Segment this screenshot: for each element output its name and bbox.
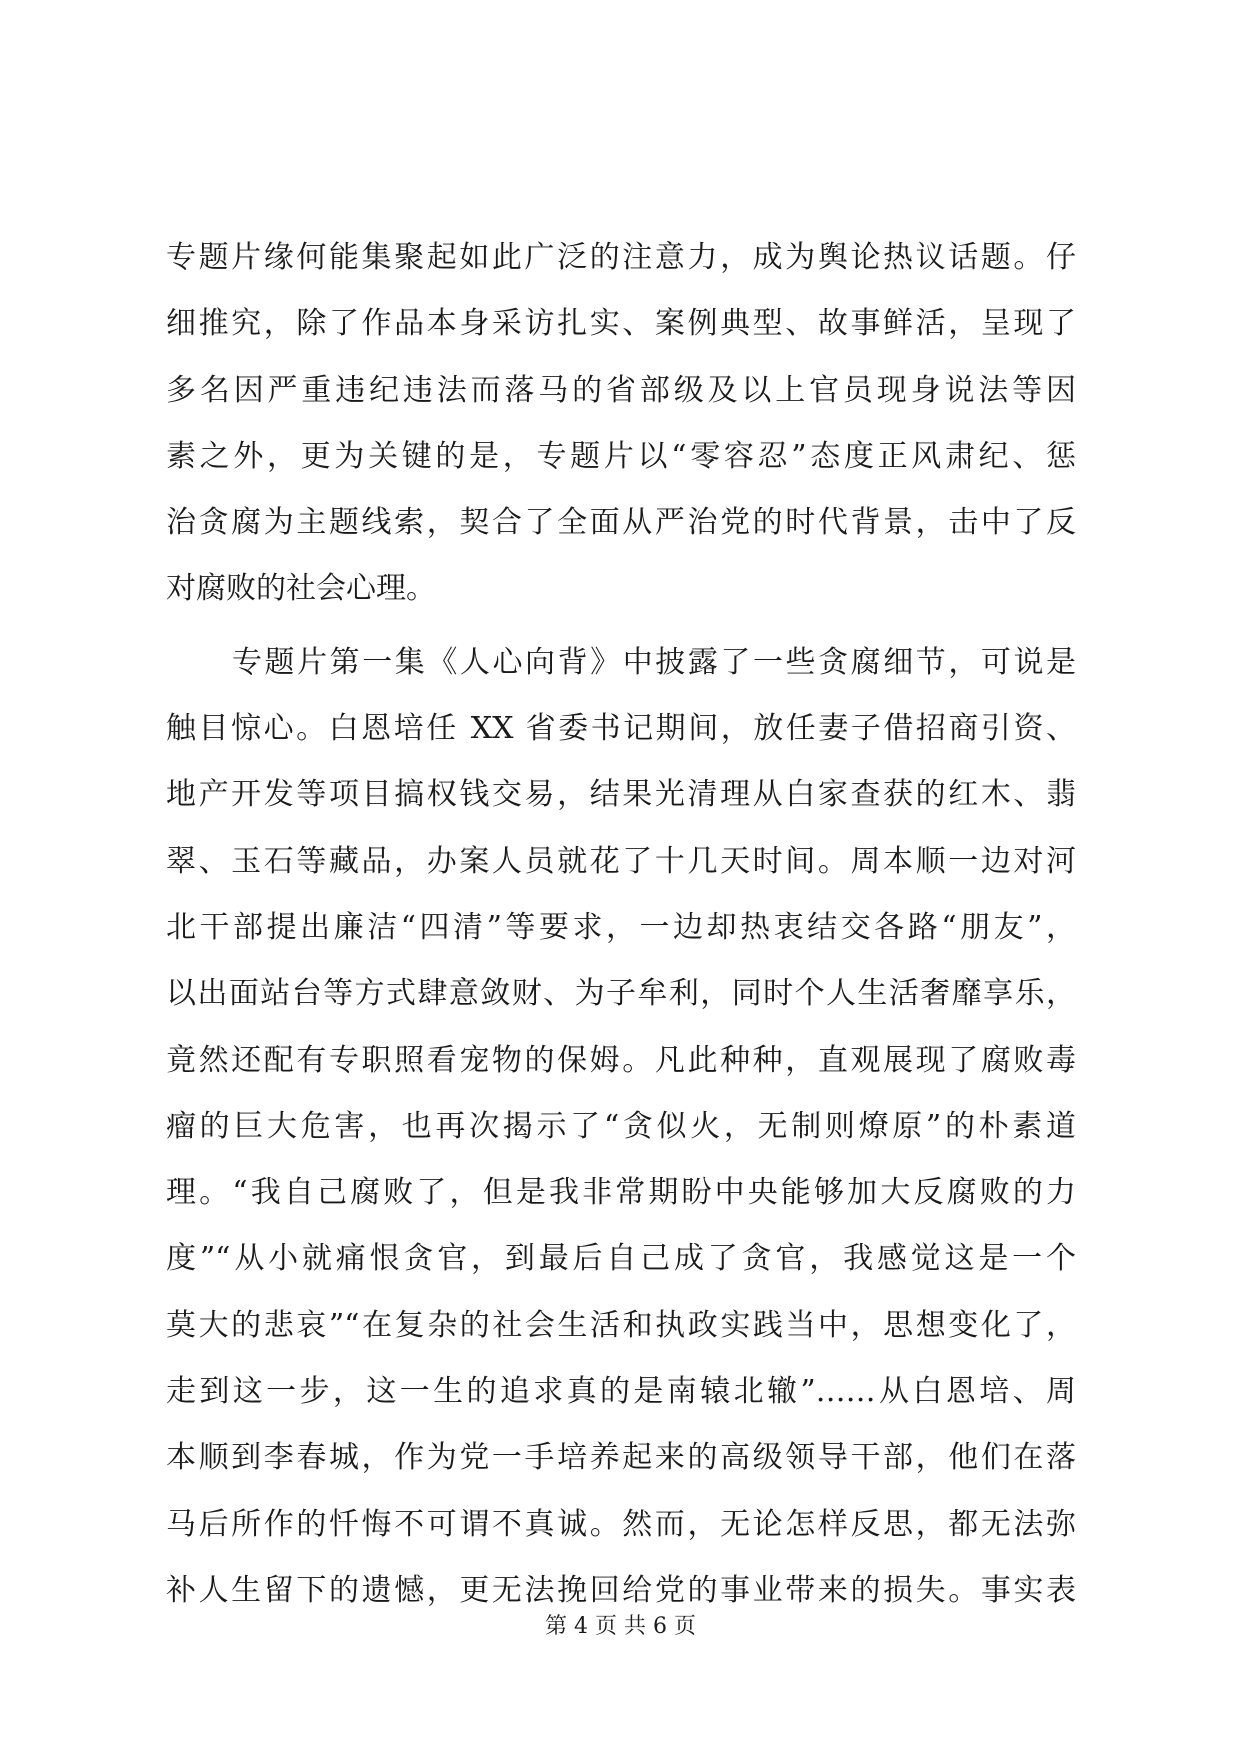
text-line: 细推究，除了作品本身采访扎实、案例典型、故事鲜活，呈现了: [166, 306, 1076, 342]
text-line: 治贪腐为主题线索，契合了全面从严治党的时代背景，击中了反: [166, 505, 1076, 541]
text-line: 本顺到李春城，作为党一手培养起来的高级领导干部，他们在落: [166, 1440, 1076, 1476]
text-line: 莫大的悲哀”“在复杂的社会生活和执政实践当中，思想变化了，: [166, 1307, 1076, 1343]
page-footer: [0, 1612, 1241, 1642]
text-line: 触目惊心。白恩培任 XX 省委书记期间，放任妻子借招商引资、: [166, 711, 1076, 747]
text-line: 对腐败的社会心理。: [166, 571, 436, 607]
page-number: 第 4 页 共 6 页: [545, 1614, 696, 1639]
text-line: 瘤的巨大危害，也再次揭示了“贪似火，无制则燎原”的朴素道: [166, 1108, 1076, 1144]
paragraph-gap: [166, 623, 1076, 630]
paragraph-2: [166, 630, 1076, 1624]
text-line: 度”“从小就痛恨贪官，到最后自己成了贪官，我感觉这是一个: [166, 1241, 1076, 1277]
text-line: 素之外，更为关键的是，专题片以“零容忍”态度正风肃纪、惩: [166, 438, 1076, 474]
text-line: 补人生留下的遗憾，更无法挽回给党的事业带来的损失。事实表: [166, 1572, 1076, 1608]
text-line: 理。“我自己腐败了，但是我非常期盼中央能够加大反腐败的力: [166, 1175, 1076, 1211]
text-line: 北干部提出廉洁“四清”等要求，一边却热衷结交各路“朋友”，: [166, 909, 1076, 945]
body-text: [166, 225, 1076, 1624]
text-line: 马后所作的忏悔不可谓不真诚。然而，无论怎样反思，都无法弥: [166, 1506, 1076, 1542]
text-line: 地产开发等项目搞权钱交易，结果光清理从白家查获的红木、翡: [166, 777, 1076, 813]
text-line: 走到这一步，这一生的追求真的是南辕北辙”……从白恩培、周: [166, 1374, 1076, 1410]
text-line: 以出面站台等方式肆意敛财、为子牟利，同时个人生活奢靡享乐，: [166, 976, 1076, 1012]
text-line: 多名因严重违纪违法而落马的省部级及以上官员现身说法等因: [166, 372, 1076, 408]
text-line: 翠、玉石等藏品，办案人员就花了十几天时间。周本顺一边对河: [166, 843, 1076, 879]
text-line: 专题片缘何能集聚起如此广泛的注意力，成为舆论热议话题。仔: [166, 240, 1076, 275]
text-line: 专题片第一集《人心向背》中披露了一些贪腐细节，可说是: [232, 644, 1076, 680]
paragraph-1: [166, 225, 1076, 623]
text-line: 竟然还配有专职照看宠物的保姆。凡此种种，直观展现了腐败毒: [166, 1042, 1076, 1078]
